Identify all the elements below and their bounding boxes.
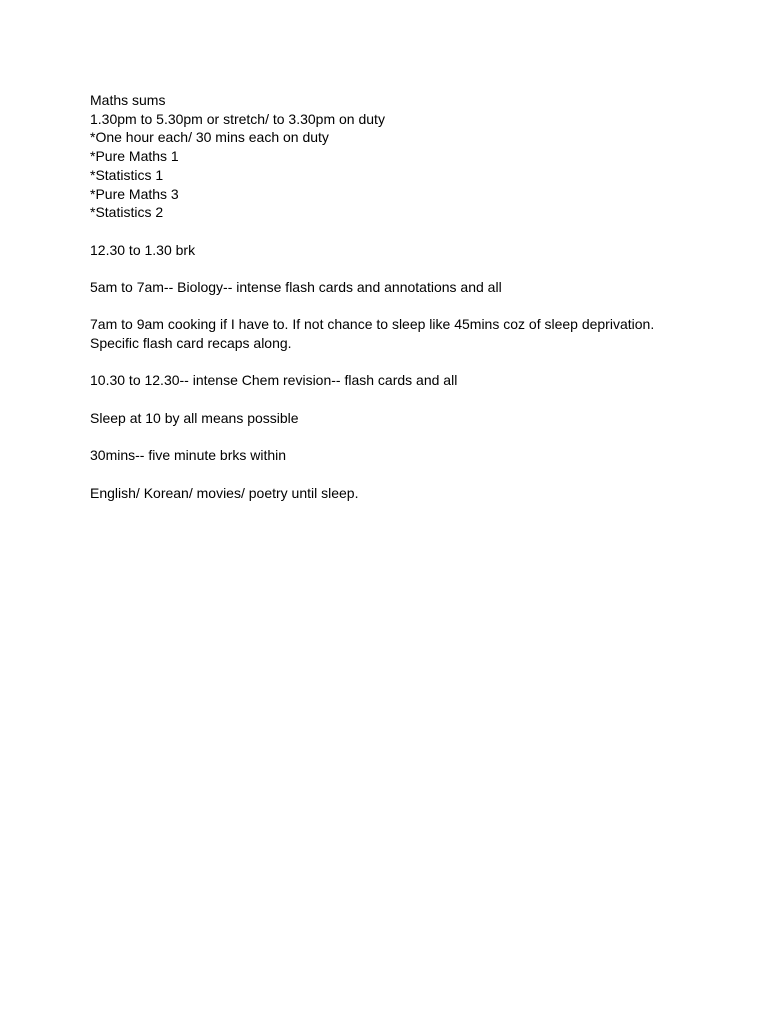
text-line: Specific flash card recaps along. [90,335,292,352]
text-line: 30mins-- five minute brks within [90,447,287,464]
text-line: English/ Korean/ movies/ poetry until sleep. [90,484,359,501]
text-line: 7am to 9am cooking if I have to. If not chance to sleep like 45mins coz of sleep deprivation. [90,316,655,333]
text-line: *Statistics 2 [90,204,164,221]
text-line: 5am to 7am-- Biology-- intense flash cards and annotations and all [90,279,502,295]
paragraph-break-time [90,241,710,260]
text-line: Sleep at 10 by all means possible [90,409,299,426]
text-line: 12.30 to 1.30 brk [90,241,196,258]
text-line: *Pure Maths 3 [90,185,179,202]
paragraph-leisure [90,484,710,503]
document-body [90,91,710,521]
text-line: Maths sums [90,92,166,108]
paragraph-biology [90,278,710,297]
text-line: *One hour each/ 30 mins each on duty [90,129,329,146]
text-line: 1.30pm to 5.30pm or stretch/ to 3.30pm on duty [90,110,385,127]
paragraph-cooking [90,315,710,352]
paragraph-breaks [90,446,710,465]
paragraph-maths-schedule [90,91,710,222]
text-line: *Statistics 1 [90,166,164,183]
paragraph-chemistry [90,371,710,390]
text-line: 10.30 to 12.30-- intense Chem revision-- flash cards and all [90,372,458,389]
text-line: *Pure Maths 1 [90,148,179,165]
paragraph-sleep [90,409,710,428]
